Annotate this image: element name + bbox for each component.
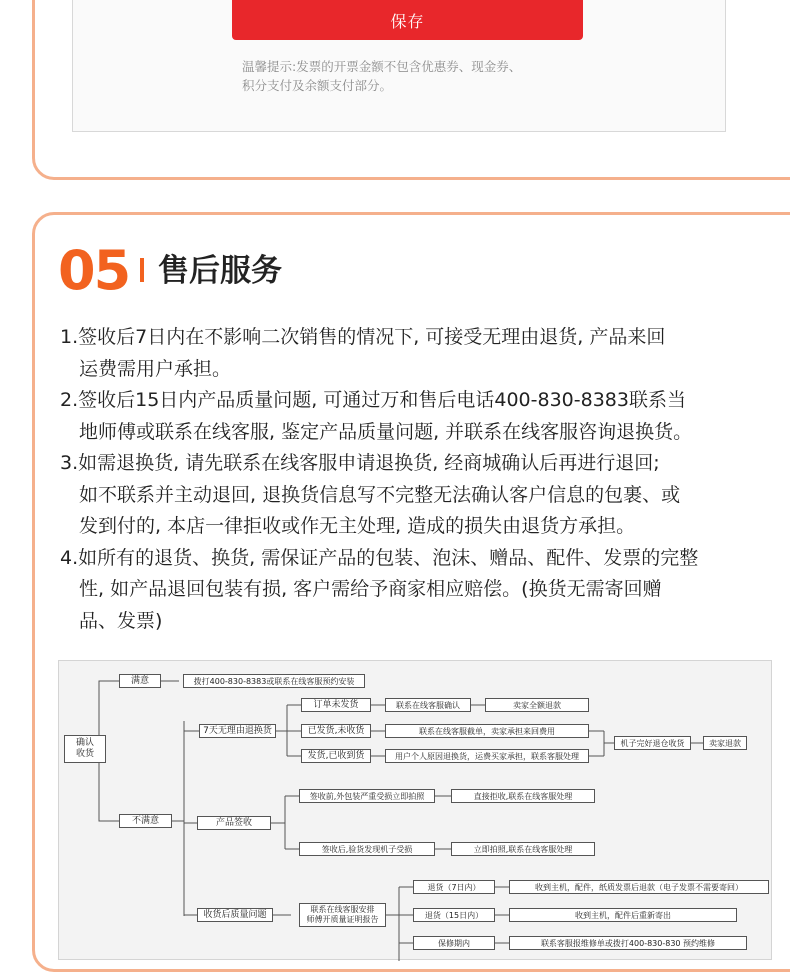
- node-arrange-technician: [299, 903, 386, 927]
- section-divider: [140, 258, 144, 282]
- node-arrange-line: 联系在线客服安排: [310, 905, 375, 914]
- node-arrange-line: 师傅开质量证明报告: [306, 915, 379, 924]
- node-intercept: 联系在线客服截单，卖家承担来回费用: [385, 724, 589, 738]
- node-no-reason-return: 7天无理由退换货: [199, 724, 276, 738]
- after-sales-rules: [60, 322, 740, 637]
- return-flowchart: [58, 660, 772, 960]
- rule-item: [60, 385, 740, 448]
- rule-line: 品、发票): [79, 609, 163, 632]
- node-seller-refund: 卖家退款: [703, 736, 747, 750]
- node-shipped-not-received: 已发货,未收货: [301, 724, 371, 738]
- node-return-7days: 退货（7日内）: [413, 880, 495, 894]
- rule-line: 1.签收后7日内在不影响二次销售的情况下, 可接受无理由退货, 产品来回: [60, 326, 666, 348]
- node-damaged-after: 签收后,验货发现机子受损: [299, 842, 435, 856]
- rule-line: 发到付的, 本店一律拒收或作无主处理, 造成的损失由退货方承担。: [79, 515, 636, 537]
- node-confirm-line: 确认: [75, 738, 94, 748]
- invoice-tip-line: 温馨提示:发票的开票金额不包含优惠券、现金券、: [242, 59, 522, 74]
- rule-item: [60, 543, 740, 638]
- node-contact-confirm: 联系在线客服确认: [385, 698, 471, 712]
- node-quality-issue: 收货后质量问题: [197, 908, 273, 922]
- rule-line: 3.如需退换货, 请先联系在线客服申请退换货, 经商城确认后再进行退回;: [60, 452, 660, 474]
- node-reject-contact: 直接拒收,联系在线客服处理: [451, 789, 595, 803]
- node-personal-reason: 用户个人原因退换货，运费买家承担，联系客服处理: [385, 749, 589, 763]
- invoice-tip: [242, 57, 582, 95]
- rule-line: 2.签收后15日内产品质量问题, 可通过万和售后电话400-830-8383联系当: [60, 389, 686, 411]
- node-unsatisfied: 不满意: [119, 814, 172, 828]
- node-return-15days-action: 收到主机，配件后重新寄出: [509, 908, 737, 922]
- node-not-shipped: 订单未发货: [301, 698, 371, 712]
- rule-line: 4.如所有的退货、换货, 需保证产品的包装、泡沫、赠品、配件、发票的完整: [60, 546, 699, 569]
- node-satisfied: 满意: [119, 674, 161, 688]
- node-machine-ok: 机子完好退仓收货: [614, 736, 691, 750]
- rule-item: [60, 322, 740, 385]
- node-satisfied-action: 拨打400-830-8383或联系在线客服预约安装: [183, 674, 365, 688]
- node-photo-contact: 立即拍照,联系在线客服处理: [451, 842, 595, 856]
- section-number: 05: [58, 239, 130, 302]
- save-button[interactable]: 保存: [232, 0, 583, 40]
- rule-line: 性, 如产品退回包装有损, 客户需给予商家相应赔偿。(换货无需寄回赠: [79, 578, 662, 600]
- node-confirm-receipt: [64, 735, 106, 763]
- section-title: 售后服务: [158, 253, 282, 289]
- rule-item: [60, 448, 740, 543]
- node-damaged-before: 签收前,外包装严重受损立即拍照: [299, 789, 435, 803]
- node-received: 发货,已收到货: [301, 749, 371, 763]
- rule-line: 运费需用户承担。: [79, 357, 232, 380]
- node-full-refund: 卖家全额退款: [485, 698, 589, 712]
- node-return-7days-action: 收到主机，配件，纸质发票后退款（电子发票不需要寄回）: [509, 880, 769, 894]
- node-confirm-line: 收货: [75, 749, 94, 759]
- node-product-sign: 产品签收: [197, 816, 271, 830]
- node-warranty-action: 联系客服报维修单或拨打400-830-830 预约维修: [509, 936, 747, 950]
- node-warranty: 保修期内: [413, 936, 495, 950]
- node-return-15days: 退货（15日内）: [413, 908, 495, 922]
- rule-line: 如不联系并主动退回, 退换货信息写不完整无法确认客户信息的包裹、或: [79, 483, 681, 506]
- rule-line: 地师傅或联系在线客服, 鉴定产品质量问题, 并联系在线客服咨询退换货。: [79, 420, 693, 443]
- invoice-tip-line: 积分支付及余额支付部分。: [242, 78, 393, 93]
